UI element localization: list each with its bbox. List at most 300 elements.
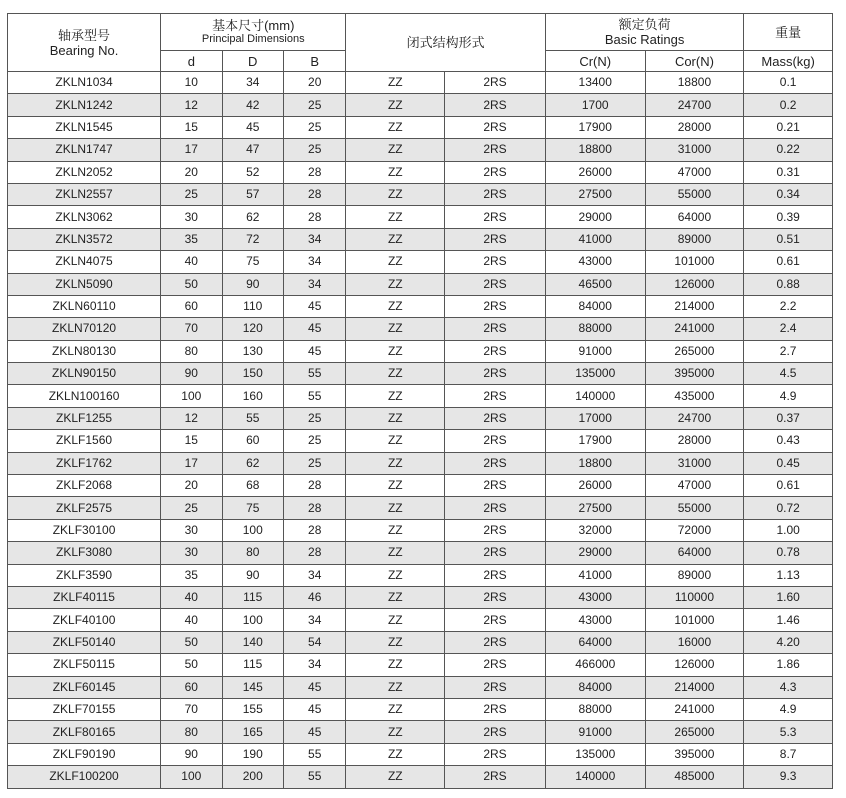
table-row [8,698,833,720]
cell-zz: ZZ [346,295,445,317]
cell-cor: 214000 [645,676,744,698]
cell-model: ZKLN60110 [8,295,161,317]
cell-cr: 27500 [545,183,645,205]
table-row [8,609,833,631]
cell-mass: 0.34 [744,183,833,205]
cell-rs: 2RS [445,228,546,250]
cell-B: 34 [283,609,345,631]
cell-cor: 241000 [645,318,744,340]
cell-D: 190 [222,743,283,765]
cell-D: 34 [222,72,283,94]
cell-B: 25 [283,452,345,474]
cell-d: 20 [161,475,222,497]
cell-D: 75 [222,251,283,273]
cell-cr: 84000 [545,295,645,317]
cell-zz: ZZ [346,407,445,429]
cell-zz: ZZ [346,72,445,94]
cell-rs: 2RS [445,385,546,407]
header-col-mass: Mass(kg) [744,51,833,72]
cell-cr: 32000 [545,519,645,541]
cell-B: 46 [283,586,345,608]
cell-zz: ZZ [346,564,445,586]
header-col-D: D [222,51,283,72]
cell-model: ZKLN90150 [8,363,161,385]
cell-d: 20 [161,161,222,183]
cell-d: 60 [161,295,222,317]
table-row [8,564,833,586]
cell-rs: 2RS [445,94,546,116]
cell-zz: ZZ [346,654,445,676]
table-row [8,273,833,295]
cell-D: 200 [222,766,283,788]
cell-zz: ZZ [346,676,445,698]
cell-model: ZKLN1747 [8,139,161,161]
cell-model: ZKLF3080 [8,542,161,564]
cell-zz: ZZ [346,251,445,273]
table-row [8,631,833,653]
cell-B: 28 [283,161,345,183]
cell-cr: 140000 [545,766,645,788]
cell-model: ZKLF1762 [8,452,161,474]
cell-B: 25 [283,94,345,116]
cell-cor: 395000 [645,743,744,765]
cell-B: 28 [283,497,345,519]
cell-B: 25 [283,116,345,138]
cell-cor: 24700 [645,94,744,116]
cell-B: 28 [283,183,345,205]
cell-rs: 2RS [445,743,546,765]
cell-cor: 24700 [645,407,744,429]
cell-model: ZKLN4075 [8,251,161,273]
cell-zz: ZZ [346,273,445,295]
cell-rs: 2RS [445,654,546,676]
cell-zz: ZZ [346,430,445,452]
table-row [8,295,833,317]
cell-d: 80 [161,721,222,743]
cell-D: 47 [222,139,283,161]
cell-model: ZKLN3062 [8,206,161,228]
cell-cr: 18800 [545,452,645,474]
cell-d: 35 [161,228,222,250]
cell-cr: 13400 [545,72,645,94]
cell-D: 150 [222,363,283,385]
cell-cor: 55000 [645,497,744,519]
cell-cor: 126000 [645,273,744,295]
cell-mass: 1.13 [744,564,833,586]
cell-rs: 2RS [445,542,546,564]
header-closed-structure [346,14,545,72]
cell-zz: ZZ [346,183,445,205]
cell-mass: 0.61 [744,251,833,273]
cell-cor: 31000 [645,139,744,161]
table-body [8,72,833,789]
table-row [8,340,833,362]
cell-rs: 2RS [445,609,546,631]
cell-B: 45 [283,340,345,362]
table-row [8,430,833,452]
table-row [8,407,833,429]
cell-cr: 1700 [545,94,645,116]
cell-mass: 0.1 [744,72,833,94]
cell-cor: 64000 [645,542,744,564]
table-row [8,139,833,161]
cell-d: 100 [161,385,222,407]
cell-B: 45 [283,318,345,340]
table-row [8,228,833,250]
table-row [8,318,833,340]
cell-rs: 2RS [445,519,546,541]
cell-model: ZKLN3572 [8,228,161,250]
cell-mass: 0.78 [744,542,833,564]
cell-zz: ZZ [346,475,445,497]
cell-D: 165 [222,721,283,743]
cell-cr: 29000 [545,206,645,228]
cell-mass: 0.43 [744,430,833,452]
bearing-table [7,13,833,789]
cell-cor: 31000 [645,452,744,474]
cell-cr: 43000 [545,251,645,273]
table-row [8,542,833,564]
table-row [8,766,833,788]
cell-model: ZKLN5090 [8,273,161,295]
cell-d: 70 [161,318,222,340]
cell-model: ZKLN70120 [8,318,161,340]
cell-mass: 4.20 [744,631,833,653]
header-ratings-en: Basic Ratings [604,32,685,47]
cell-rs: 2RS [445,676,546,698]
cell-model: ZKLF40100 [8,609,161,631]
cell-mass: 8.7 [744,743,833,765]
cell-d: 35 [161,564,222,586]
cell-D: 52 [222,161,283,183]
cell-D: 140 [222,631,283,653]
cell-d: 40 [161,586,222,608]
cell-mass: 0.22 [744,139,833,161]
cell-rs: 2RS [445,251,546,273]
cell-cr: 26000 [545,161,645,183]
cell-rs: 2RS [445,295,546,317]
cell-B: 55 [283,743,345,765]
cell-model: ZKLF90190 [8,743,161,765]
cell-model: ZKLF2068 [8,475,161,497]
cell-d: 70 [161,698,222,720]
cell-D: 45 [222,116,283,138]
cell-d: 30 [161,542,222,564]
cell-B: 25 [283,139,345,161]
header-closed-structure-cn: 闭式结构形式 [406,35,485,50]
cell-cr: 135000 [545,363,645,385]
cell-cor: 89000 [645,564,744,586]
cell-rs: 2RS [445,452,546,474]
cell-cor: 485000 [645,766,744,788]
cell-model: ZKLF50115 [8,654,161,676]
cell-cr: 17900 [545,116,645,138]
header-col-cor: Cor(N) [645,51,744,72]
cell-d: 12 [161,407,222,429]
cell-B: 55 [283,766,345,788]
cell-d: 40 [161,251,222,273]
cell-cor: 16000 [645,631,744,653]
cell-d: 12 [161,94,222,116]
cell-D: 68 [222,475,283,497]
table-row [8,676,833,698]
cell-cor: 55000 [645,183,744,205]
cell-cr: 84000 [545,676,645,698]
cell-mass: 0.2 [744,94,833,116]
cell-model: ZKLF2575 [8,497,161,519]
cell-cr: 41000 [545,564,645,586]
cell-B: 54 [283,631,345,653]
cell-B: 28 [283,475,345,497]
cell-d: 15 [161,116,222,138]
cell-cr: 41000 [545,228,645,250]
cell-zz: ZZ [346,542,445,564]
cell-rs: 2RS [445,698,546,720]
cell-cor: 265000 [645,340,744,362]
cell-rs: 2RS [445,161,546,183]
cell-model: ZKLF70155 [8,698,161,720]
cell-model: ZKLN1034 [8,72,161,94]
cell-zz: ZZ [346,721,445,743]
cell-d: 15 [161,430,222,452]
cell-d: 60 [161,676,222,698]
cell-model: ZKLN2052 [8,161,161,183]
cell-B: 45 [283,295,345,317]
cell-zz: ZZ [346,161,445,183]
cell-cr: 135000 [545,743,645,765]
cell-cor: 47000 [645,475,744,497]
cell-rs: 2RS [445,407,546,429]
cell-D: 110 [222,295,283,317]
cell-model: ZKLF1255 [8,407,161,429]
cell-rs: 2RS [445,430,546,452]
table-row [8,586,833,608]
cell-mass: 0.51 [744,228,833,250]
cell-B: 25 [283,407,345,429]
cell-cr: 466000 [545,654,645,676]
cell-zz: ZZ [346,94,445,116]
cell-d: 80 [161,340,222,362]
cell-model: ZKLF100200 [8,766,161,788]
cell-B: 55 [283,385,345,407]
cell-model: ZKLN2557 [8,183,161,205]
cell-rs: 2RS [445,631,546,653]
cell-zz: ZZ [346,363,445,385]
cell-mass: 4.9 [744,385,833,407]
cell-cor: 126000 [645,654,744,676]
cell-cr: 18800 [545,139,645,161]
cell-cor: 89000 [645,228,744,250]
cell-D: 42 [222,94,283,116]
header-bearing-no [8,14,161,72]
cell-zz: ZZ [346,497,445,519]
cell-cor: 110000 [645,586,744,608]
cell-cr: 91000 [545,340,645,362]
cell-cr: 91000 [545,721,645,743]
cell-model: ZKLF1560 [8,430,161,452]
cell-D: 100 [222,519,283,541]
cell-D: 115 [222,654,283,676]
cell-cr: 27500 [545,497,645,519]
table-row [8,452,833,474]
cell-cr: 29000 [545,542,645,564]
cell-B: 34 [283,251,345,273]
cell-rs: 2RS [445,340,546,362]
cell-D: 100 [222,609,283,631]
header-col-B: B [283,51,345,72]
cell-d: 17 [161,139,222,161]
cell-D: 130 [222,340,283,362]
cell-D: 75 [222,497,283,519]
cell-mass: 1.86 [744,654,833,676]
cell-mass: 0.31 [744,161,833,183]
cell-model: ZKLN1242 [8,94,161,116]
cell-mass: 4.3 [744,676,833,698]
header-ratings-cn: 额定负荷 [618,17,671,32]
cell-cr: 17000 [545,407,645,429]
cell-rs: 2RS [445,273,546,295]
bearing-spec-sheet [7,13,833,789]
cell-mass: 4.9 [744,698,833,720]
cell-rs: 2RS [445,318,546,340]
cell-zz: ZZ [346,385,445,407]
cell-cr: 26000 [545,475,645,497]
cell-rs: 2RS [445,116,546,138]
table-row [8,161,833,183]
cell-D: 155 [222,698,283,720]
cell-mass: 2.2 [744,295,833,317]
cell-cor: 72000 [645,519,744,541]
cell-zz: ZZ [346,116,445,138]
table-row [8,475,833,497]
cell-B: 34 [283,273,345,295]
cell-model: ZKLF60145 [8,676,161,698]
cell-cor: 28000 [645,430,744,452]
cell-cor: 435000 [645,385,744,407]
cell-cor: 101000 [645,251,744,273]
cell-rs: 2RS [445,564,546,586]
cell-D: 120 [222,318,283,340]
cell-mass: 0.61 [744,475,833,497]
header-principal-dimensions [161,14,346,51]
cell-B: 20 [283,72,345,94]
cell-D: 115 [222,586,283,608]
cell-cr: 64000 [545,631,645,653]
cell-mass: 1.60 [744,586,833,608]
cell-zz: ZZ [346,698,445,720]
cell-B: 34 [283,654,345,676]
cell-B: 45 [283,721,345,743]
cell-cr: 17900 [545,430,645,452]
cell-rs: 2RS [445,363,546,385]
cell-D: 90 [222,273,283,295]
table-row [8,206,833,228]
cell-zz: ZZ [346,206,445,228]
cell-zz: ZZ [346,743,445,765]
cell-mass: 1.46 [744,609,833,631]
cell-cor: 47000 [645,161,744,183]
header-bearing-no-cn: 轴承型号 [58,27,111,43]
cell-B: 28 [283,519,345,541]
cell-D: 72 [222,228,283,250]
cell-zz: ZZ [346,318,445,340]
cell-cor: 214000 [645,295,744,317]
cell-d: 25 [161,183,222,205]
cell-model: ZKLF3590 [8,564,161,586]
cell-cor: 28000 [645,116,744,138]
cell-D: 62 [222,452,283,474]
cell-mass: 0.37 [744,407,833,429]
cell-rs: 2RS [445,206,546,228]
cell-d: 17 [161,452,222,474]
cell-mass: 2.4 [744,318,833,340]
header-basic-ratings [545,14,743,51]
cell-mass: 0.88 [744,273,833,295]
cell-zz: ZZ [346,766,445,788]
cell-B: 34 [283,228,345,250]
cell-cor: 101000 [645,609,744,631]
header-col-cr: Cr(N) [545,51,645,72]
table-row [8,654,833,676]
cell-mass: 4.5 [744,363,833,385]
table-row [8,363,833,385]
cell-B: 34 [283,564,345,586]
cell-rs: 2RS [445,766,546,788]
cell-d: 25 [161,497,222,519]
table-row [8,385,833,407]
cell-cor: 18800 [645,72,744,94]
cell-cor: 265000 [645,721,744,743]
cell-model: ZKLF40115 [8,586,161,608]
cell-cr: 43000 [545,586,645,608]
cell-D: 160 [222,385,283,407]
cell-rs: 2RS [445,139,546,161]
table-row [8,94,833,116]
cell-cor: 395000 [645,363,744,385]
cell-rs: 2RS [445,721,546,743]
cell-d: 90 [161,363,222,385]
cell-D: 145 [222,676,283,698]
cell-B: 45 [283,676,345,698]
cell-d: 30 [161,206,222,228]
cell-zz: ZZ [346,228,445,250]
cell-mass: 0.39 [744,206,833,228]
header-dimensions-cn: 基本尺寸(mm) [212,18,295,33]
cell-d: 90 [161,743,222,765]
header-mass [744,14,833,51]
table-row [8,183,833,205]
cell-d: 50 [161,273,222,295]
cell-d: 10 [161,72,222,94]
cell-D: 55 [222,407,283,429]
cell-model: ZKLN1545 [8,116,161,138]
cell-zz: ZZ [346,519,445,541]
table-row [8,519,833,541]
cell-d: 100 [161,766,222,788]
cell-mass: 0.72 [744,497,833,519]
cell-rs: 2RS [445,586,546,608]
cell-zz: ZZ [346,340,445,362]
table-row [8,721,833,743]
cell-cr: 140000 [545,385,645,407]
cell-model: ZKLN100160 [8,385,161,407]
cell-cor: 241000 [645,698,744,720]
cell-cr: 88000 [545,318,645,340]
cell-model: ZKLF80165 [8,721,161,743]
cell-zz: ZZ [346,631,445,653]
cell-mass: 2.7 [744,340,833,362]
cell-B: 28 [283,542,345,564]
